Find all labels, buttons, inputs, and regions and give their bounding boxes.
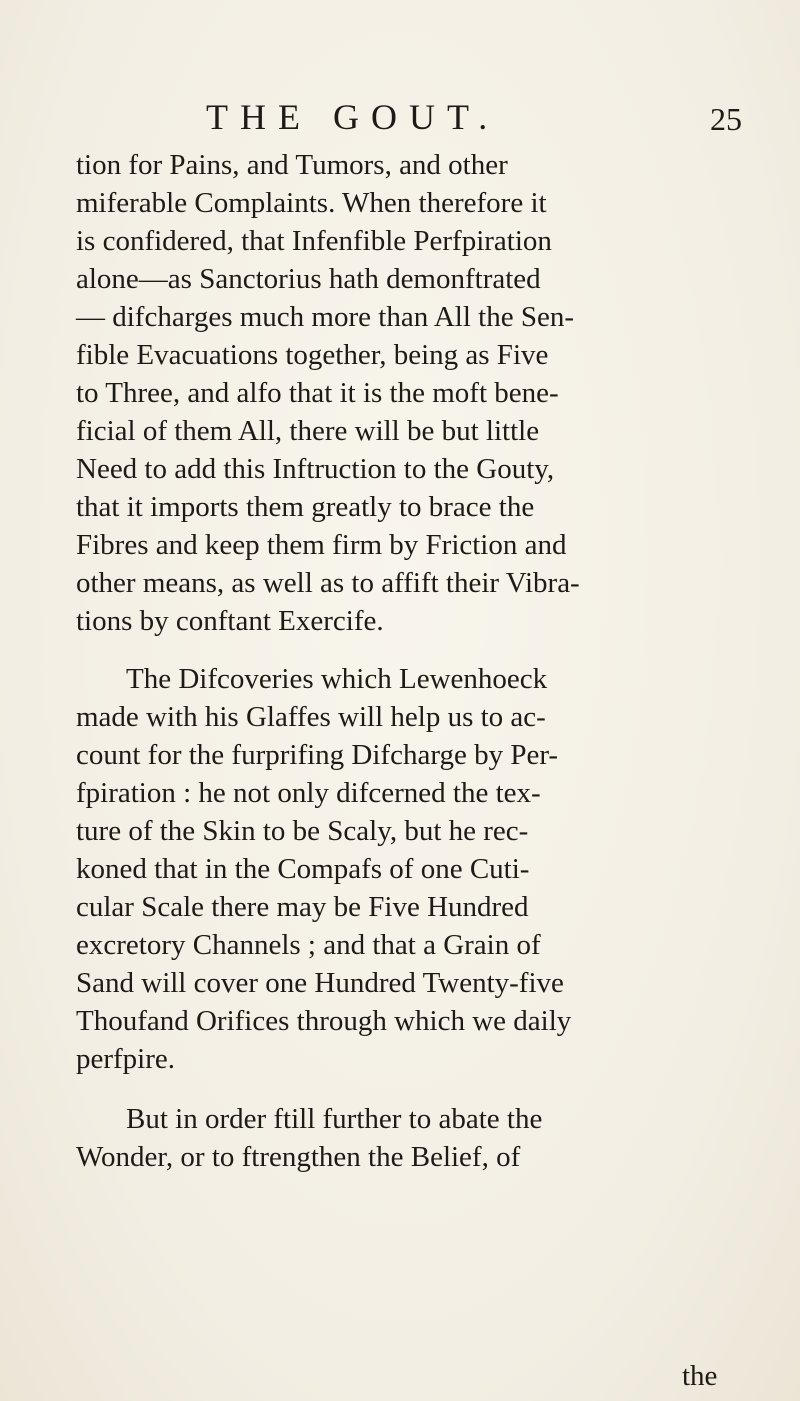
text-line: fpiration : he not only difcerned the tex- xyxy=(76,777,541,809)
running-head: THE GOUT. xyxy=(206,97,500,137)
page-header xyxy=(0,92,800,142)
text-line: tion for Pains, and Tumors, and other xyxy=(76,149,508,181)
text-line: count for the furprifing Difcharge by Per- xyxy=(76,739,559,771)
text-line: Wonder, or to ftrengthen the Belief, of xyxy=(76,1141,521,1173)
text-line: to Three, and alfo that it is the moft bene- xyxy=(76,377,559,409)
text-line: is confidered, that Infenfible Perfpiration xyxy=(76,225,552,257)
text-line: Sand will cover one Hundred Twenty-five xyxy=(76,967,564,999)
text-line: Fibres and keep them firm by Friction and xyxy=(76,529,567,561)
text-line: perfpire. xyxy=(76,1043,176,1075)
text-line: other means, as well as to affift their Vibra- xyxy=(76,567,580,599)
catchword: the xyxy=(682,1360,718,1392)
text-line: The Difcoveries which Lewenhoeck xyxy=(126,663,548,695)
text-line: tions by conftant Exercife. xyxy=(76,605,384,637)
text-line: fible Evacuations together, being as Five xyxy=(76,339,549,371)
text-line: alone—as Sanctorius hath demonftrated xyxy=(76,263,541,295)
text-line: ficial of them All, there will be but little xyxy=(76,415,540,447)
text-line: that it imports them greatly to brace the xyxy=(76,491,535,523)
text-line: miferable Complaints. When therefore it xyxy=(76,187,547,219)
text-line: koned that in the Compafs of one Cuti- xyxy=(76,853,530,885)
text-line: made with his Glaffes will help us to ac- xyxy=(76,701,546,733)
text-line: cular Scale there may be Five Hundred xyxy=(76,891,529,923)
text-line: ture of the Skin to be Scaly, but he rec- xyxy=(76,815,529,847)
page-number: 25 xyxy=(710,101,742,137)
text-line: Thoufand Orifices through which we daily xyxy=(76,1005,572,1037)
text-line: But in order ftill further to abate the xyxy=(126,1103,543,1135)
text-line: excretory Channels ; and that a Grain of xyxy=(76,929,541,961)
text-line: — difcharges much more than All the Sen- xyxy=(76,301,574,333)
text-line: Need to add this Inftruction to the Gouty, xyxy=(76,453,555,485)
